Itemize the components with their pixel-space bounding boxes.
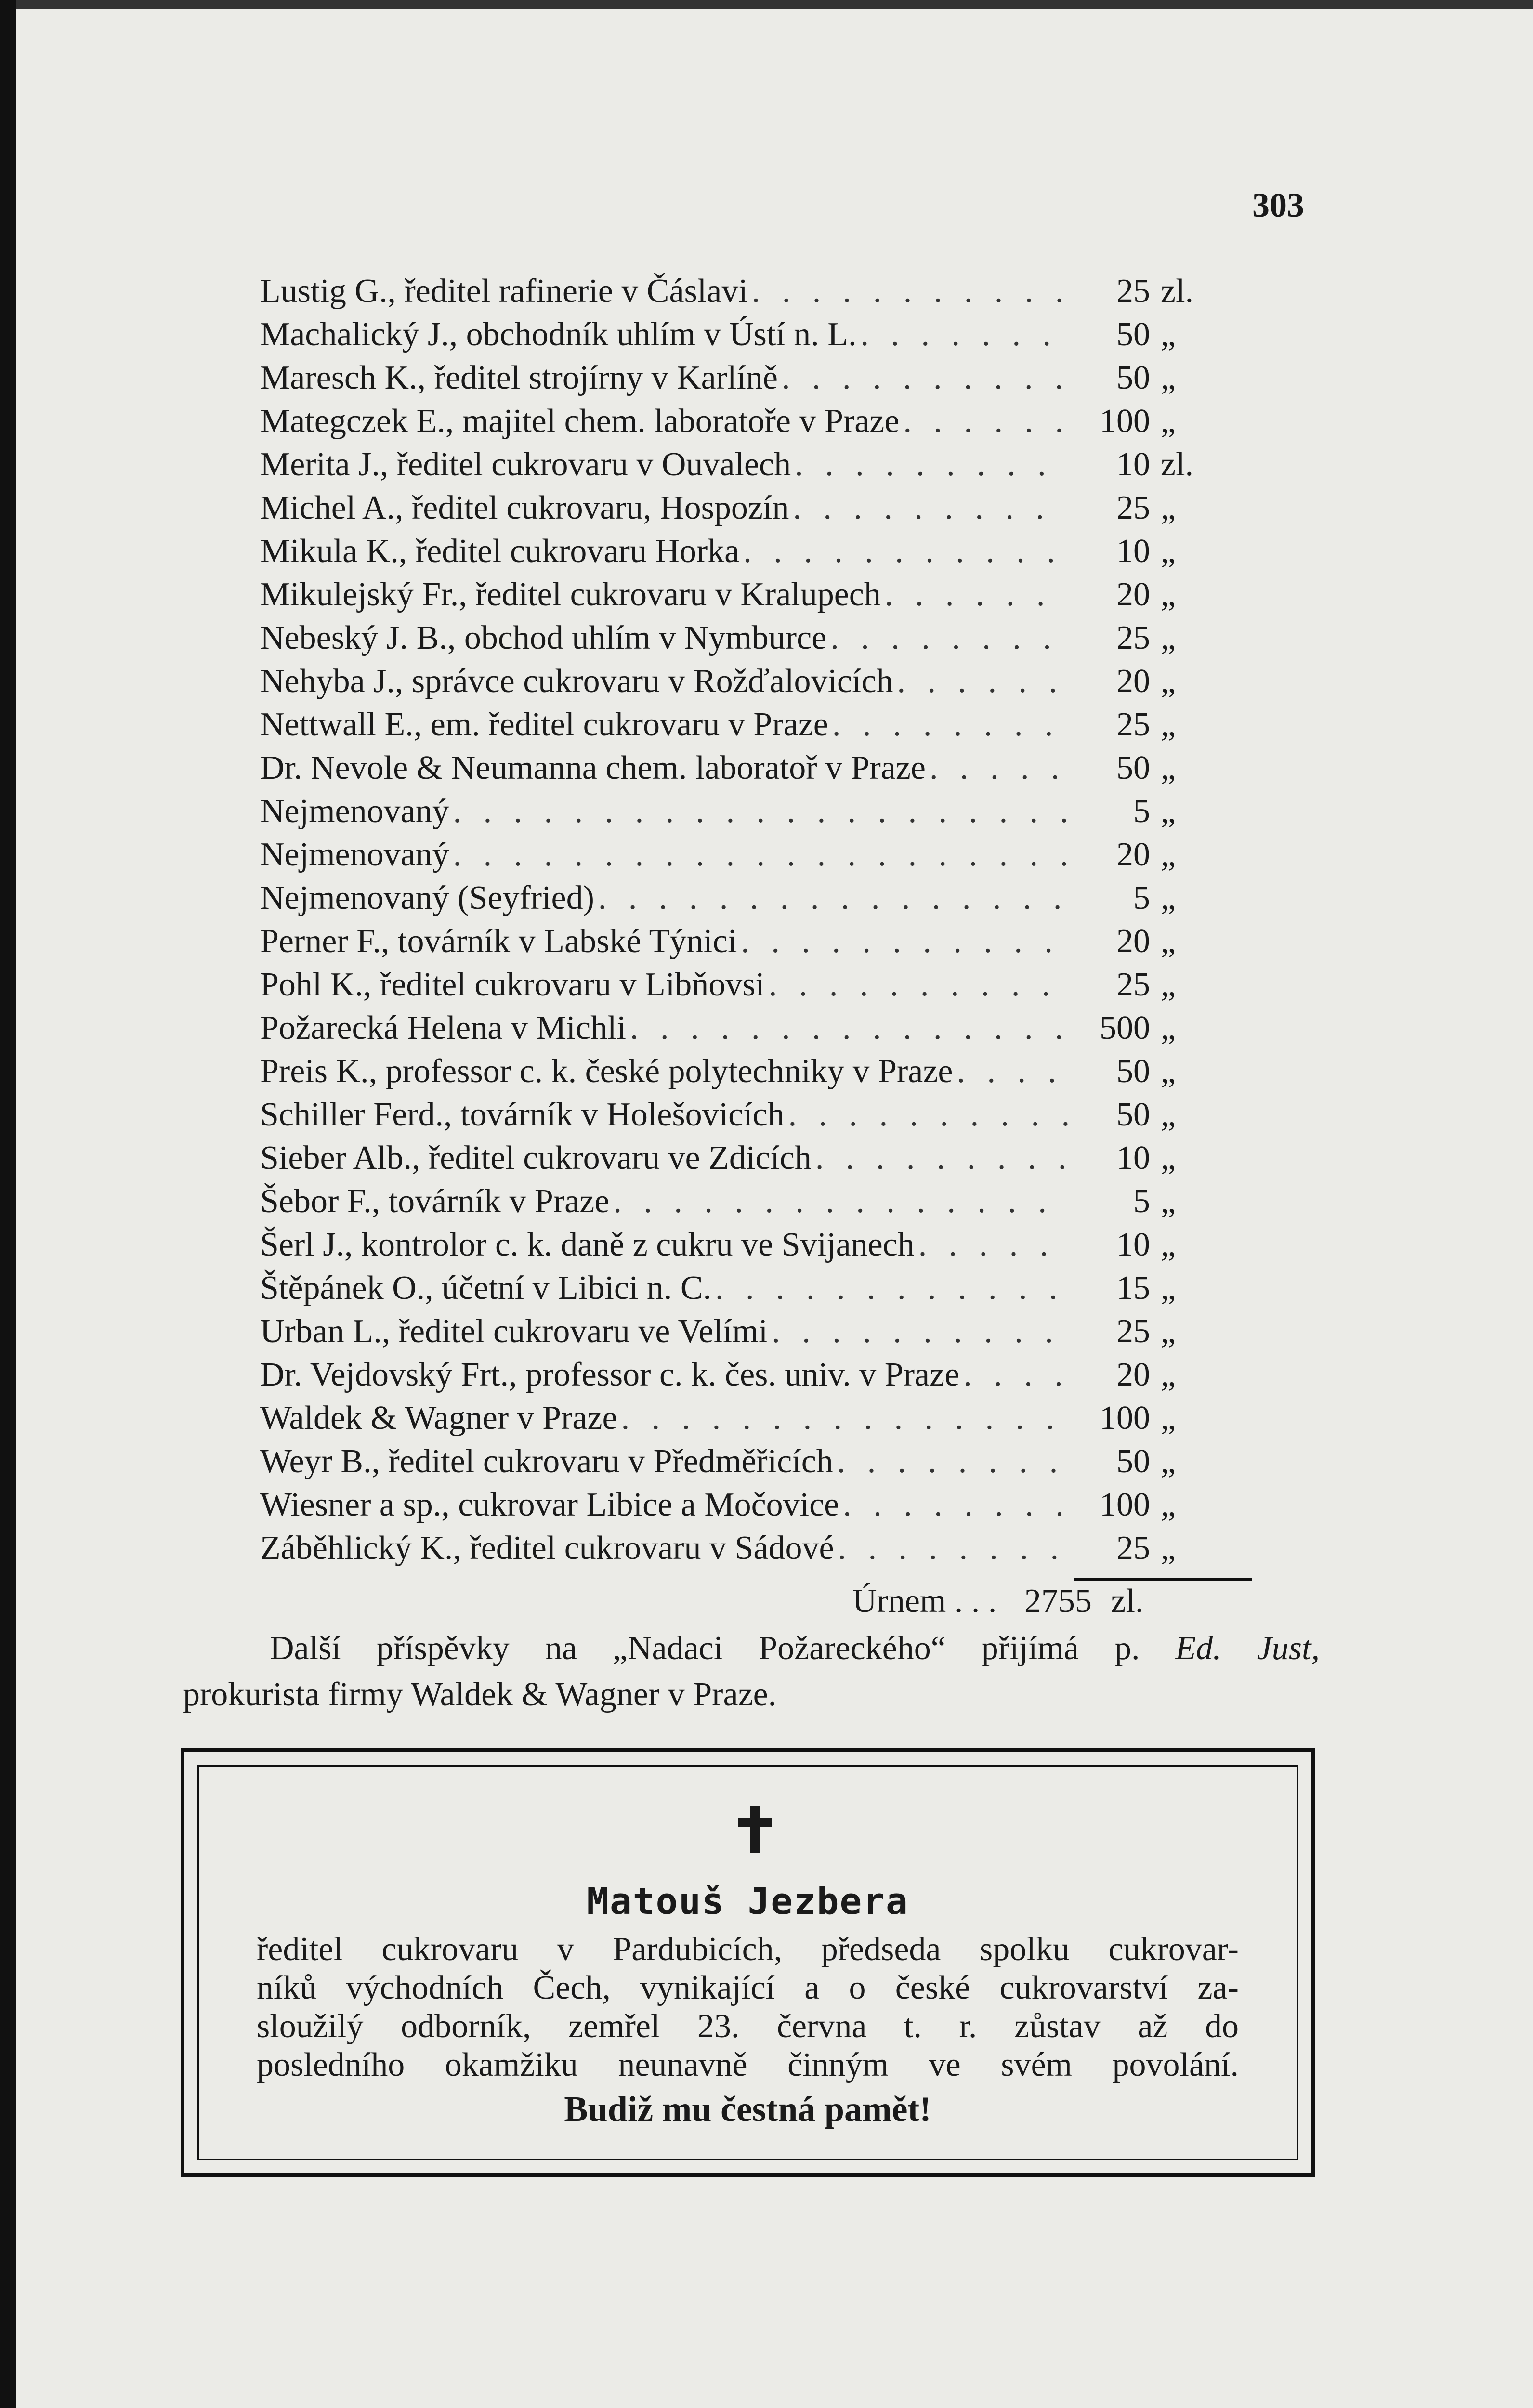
donor-name: Lustig G., ředitel rafinerie v Čáslavi — [260, 273, 748, 310]
donor-unit: „ — [1161, 576, 1176, 613]
donor-amount: 25 — [1116, 706, 1150, 743]
donor-name: Šerl J., kontrolor c. k. daně z cukru ve Svijanech — [260, 1226, 915, 1263]
donor-name: Mikula K., ředitel cukrovaru Horka — [260, 533, 740, 570]
donor-amount: 25 — [1116, 966, 1150, 1003]
donor-name: Mategczek E., majitel chem. laboratoře v Praze — [260, 403, 900, 440]
donor-unit: „ — [1161, 836, 1176, 873]
donor-row — [260, 1483, 1219, 1527]
leader-dots — [893, 660, 1068, 703]
leader-dots — [812, 1137, 1068, 1180]
donor-name: Nebeský J. B., obchod uhlím v Nymburce — [260, 619, 827, 656]
donor-amount: 5 — [1133, 1183, 1150, 1220]
donor-amount: 100 — [1100, 403, 1150, 440]
obituary-line: posledního okamžiku neunavně činným ve svém povolání. — [257, 2046, 1239, 2083]
donor-unit: „ — [1161, 403, 1176, 440]
scan-top-edge — [0, 0, 1533, 9]
leader-dots — [915, 1223, 1068, 1267]
donor-unit: „ — [1161, 663, 1176, 700]
obituary-text — [257, 1930, 1239, 2084]
donor-row — [260, 1050, 1219, 1093]
donor-row — [260, 1440, 1219, 1483]
donor-name: Merita J., ředitel cukrovaru v Ouvalech — [260, 446, 791, 483]
donor-amount: 10 — [1116, 533, 1150, 570]
donor-amount: 20 — [1116, 576, 1150, 613]
donor-unit: „ — [1161, 1009, 1176, 1047]
donor-unit: „ — [1161, 793, 1176, 830]
leader-dots — [789, 486, 1068, 530]
donor-row — [260, 877, 1219, 920]
donor-unit: zl. — [1161, 273, 1194, 310]
leader-dots — [833, 1440, 1068, 1483]
leader-dots — [778, 356, 1068, 400]
leader-dots — [594, 877, 1068, 920]
donor-row — [260, 790, 1219, 833]
donor-name: Wiesner a sp., cukrovar Libice a Močovice — [260, 1486, 839, 1523]
donor-row — [260, 833, 1219, 877]
donor-unit: „ — [1161, 1356, 1176, 1393]
donor-amount: 5 — [1133, 793, 1150, 830]
donor-amount: 50 — [1116, 749, 1150, 786]
donor-name: Machalický J., obchodník uhlím v Ústí n. L. — [260, 316, 857, 353]
donor-unit: „ — [1161, 749, 1176, 786]
obituary-line: ředitel cukrovaru v Pardubicích, předseda spolku cukrovar- — [257, 1931, 1239, 1968]
donor-amount: 500 — [1100, 1009, 1150, 1047]
donor-unit: „ — [1161, 533, 1176, 570]
donor-name: Urban L., ředitel cukrovaru ve Velími — [260, 1313, 768, 1350]
donor-unit: „ — [1161, 489, 1176, 526]
donor-row — [260, 1353, 1219, 1397]
donor-amount: 50 — [1116, 359, 1150, 396]
donor-amount: 25 — [1116, 1530, 1150, 1567]
donor-row — [260, 356, 1219, 400]
donor-row — [260, 313, 1219, 356]
donor-name: Weyr B., ředitel cukrovaru v Předměřicích — [260, 1443, 833, 1480]
obituary-motto: Budiž mu čestná pamět! — [564, 2090, 931, 2129]
leader-dots — [449, 833, 1068, 877]
donor-row — [260, 1397, 1219, 1440]
leader-dots — [765, 963, 1068, 1007]
donor-amount: 25 — [1116, 1313, 1150, 1350]
donor-row — [260, 963, 1219, 1007]
donor-row — [260, 1093, 1219, 1137]
donor-name: Dr. Vejdovský Frt., professor c. k. čes. univ. v Praze — [260, 1356, 960, 1393]
leader-dots — [953, 1050, 1069, 1093]
donor-unit: „ — [1161, 706, 1176, 743]
contribution-note — [183, 1625, 1320, 1718]
donor-amount: 20 — [1116, 663, 1150, 700]
leader-dots — [768, 1310, 1068, 1353]
note-line-1-italic: Ed. Just, — [1175, 1630, 1320, 1667]
donor-amount: 25 — [1116, 273, 1150, 310]
leader-dots — [791, 443, 1068, 486]
leader-dots — [959, 1353, 1068, 1397]
donor-name: Waldek & Wagner v Praze — [260, 1400, 617, 1437]
obituary-line: níků východních Čech, vynikající a o české cukrovarství za- — [257, 1969, 1239, 2006]
donor-amount: 50 — [1116, 1053, 1150, 1090]
donor-name: Štěpánek O., účetní v Libici n. C. — [260, 1269, 712, 1307]
donor-row — [260, 660, 1219, 703]
donor-unit: „ — [1161, 316, 1176, 353]
donor-row — [260, 1223, 1219, 1267]
donor-name: Požarecká Helena v Michli — [260, 1009, 626, 1047]
donor-amount: 10 — [1116, 1139, 1150, 1177]
donor-unit: „ — [1161, 1226, 1176, 1263]
leader-dots — [834, 1527, 1068, 1570]
leader-dots — [785, 1093, 1068, 1137]
donor-unit: „ — [1161, 359, 1176, 396]
donor-row — [260, 270, 1219, 313]
donor-unit: „ — [1161, 966, 1176, 1003]
donor-unit: zl. — [1161, 446, 1194, 483]
donor-name: Sieber Alb., ředitel cukrovaru ve Zdicích — [260, 1139, 812, 1177]
donor-row — [260, 400, 1219, 443]
donor-row — [260, 1137, 1219, 1180]
donor-amount: 20 — [1116, 1356, 1150, 1393]
donor-unit: „ — [1161, 879, 1176, 916]
donor-amount: 10 — [1116, 1226, 1150, 1263]
donor-name: Nejmenovaný (Seyfried) — [260, 879, 594, 916]
donor-name: Michel A., ředitel cukrovaru, Hospozín — [260, 489, 789, 526]
total-row — [852, 1580, 1143, 1623]
donor-amount: 25 — [1116, 619, 1150, 656]
leader-dots — [449, 790, 1068, 833]
donor-name: Nejmenovaný — [260, 793, 449, 830]
leader-dots — [739, 530, 1068, 573]
donor-amount: 50 — [1116, 316, 1150, 353]
leader-dots — [926, 746, 1068, 790]
donor-name: Preis K., professor c. k. české polytechniky v Praze — [260, 1053, 953, 1090]
donor-row — [260, 443, 1219, 486]
total-unit: zl. — [1111, 1583, 1144, 1620]
donor-amount: 100 — [1100, 1486, 1150, 1523]
donor-unit: „ — [1161, 619, 1176, 656]
leader-dots — [737, 920, 1068, 963]
donor-unit: „ — [1161, 1096, 1176, 1133]
donor-unit: „ — [1161, 1183, 1176, 1220]
leader-dots — [748, 270, 1068, 313]
donor-unit: „ — [1161, 1400, 1176, 1437]
leader-dots — [839, 1483, 1068, 1527]
donor-amount: 10 — [1116, 446, 1150, 483]
donor-unit: „ — [1161, 1139, 1176, 1177]
page-number: 303 — [1252, 186, 1304, 224]
donor-row — [260, 1267, 1219, 1310]
donor-name: Záběhlický K., ředitel cukrovaru v Sádové — [260, 1530, 834, 1567]
leader-dots — [711, 1267, 1068, 1310]
total-label: Úrnem . . . — [852, 1583, 997, 1620]
donor-unit: „ — [1161, 1443, 1176, 1480]
leader-dots — [881, 573, 1068, 616]
donor-unit: „ — [1161, 1269, 1176, 1307]
leader-dots — [626, 1007, 1068, 1050]
scan-left-edge — [0, 0, 16, 2408]
donor-amount: 20 — [1116, 923, 1150, 960]
donor-name: Dr. Nevole & Neumanna chem. laboratoř v Praze — [260, 749, 926, 786]
obituary-name: Matouš Jezbera — [587, 1880, 909, 1923]
donor-row — [260, 616, 1219, 660]
donor-unit: „ — [1161, 1530, 1176, 1567]
leader-dots — [617, 1397, 1068, 1440]
obituary-line: sloužilý odborník, zemřel 23. června t. r. zůstav až do — [257, 2008, 1239, 2045]
donor-row — [260, 486, 1219, 530]
donor-row — [260, 573, 1219, 616]
donor-name: Maresch K., ředitel strojírny v Karlíně — [260, 359, 778, 396]
donor-name: Nettwall E., em. ředitel cukrovaru v Praze — [260, 706, 828, 743]
donor-row — [260, 1180, 1219, 1223]
donor-row — [260, 530, 1219, 573]
donor-amount: 50 — [1116, 1096, 1150, 1133]
donor-row — [260, 920, 1219, 963]
donor-amount: 20 — [1116, 836, 1150, 873]
leader-dots — [828, 703, 1068, 746]
leader-dots — [609, 1180, 1068, 1223]
donor-name: Schiller Ferd., továrník v Holešovicích — [260, 1096, 785, 1133]
donor-row — [260, 703, 1219, 746]
note-line-1 — [183, 1625, 1320, 1672]
note-line-1-text: Další příspěvky na „Nadaci Požareckého“ přijímá p. — [270, 1630, 1140, 1667]
donor-name: Nehyba J., správce cukrovaru v Rožďalovicích — [260, 663, 893, 700]
cross-icon: ✝ — [729, 1797, 781, 1866]
donor-name: Nejmenovaný — [260, 836, 449, 873]
donor-name: Šebor F., továrník v Praze — [260, 1183, 610, 1220]
donor-row — [260, 746, 1219, 790]
leader-dots — [826, 616, 1068, 660]
total-amount: 2755 — [1024, 1583, 1092, 1620]
donor-row — [260, 1007, 1219, 1050]
donor-unit: „ — [1161, 1053, 1176, 1090]
note-line-2: prokurista firmy Waldek & Wagner v Praze. — [183, 1676, 777, 1713]
donor-amount: 25 — [1116, 489, 1150, 526]
donor-row — [260, 1310, 1219, 1353]
donor-name: Pohl K., ředitel cukrovaru v Libňovsi — [260, 966, 765, 1003]
leader-dots — [899, 400, 1068, 443]
donor-amount: 5 — [1133, 879, 1150, 916]
obituary-box — [181, 1748, 1315, 2177]
donor-unit: „ — [1161, 1313, 1176, 1350]
donor-amount: 15 — [1116, 1269, 1150, 1307]
donor-name: Perner F., továrník v Labské Týnici — [260, 923, 737, 960]
leader-dots — [856, 313, 1068, 356]
donor-list — [260, 270, 1219, 1570]
donor-unit: „ — [1161, 923, 1176, 960]
donor-name: Mikulejský Fr., ředitel cukrovaru v Kralupech — [260, 576, 881, 613]
donor-amount: 100 — [1100, 1400, 1150, 1437]
donor-amount: 50 — [1116, 1443, 1150, 1480]
donor-row — [260, 1527, 1219, 1570]
donor-unit: „ — [1161, 1486, 1176, 1523]
